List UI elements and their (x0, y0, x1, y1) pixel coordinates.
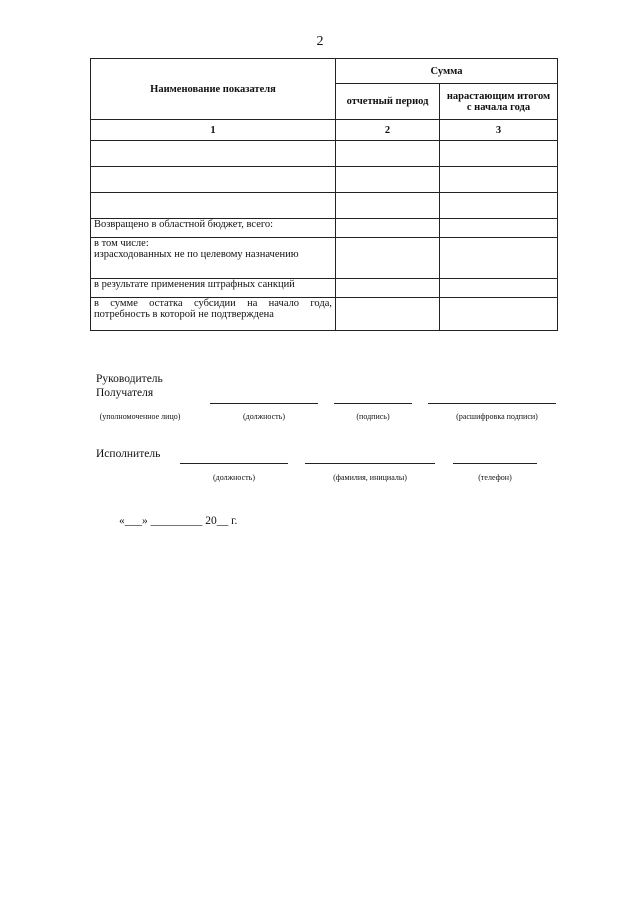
table-row (91, 167, 558, 193)
executor-position-line[interactable] (180, 463, 288, 464)
report-table (90, 58, 558, 331)
value-cell[interactable] (336, 279, 440, 298)
header-cumulative-line1: нарастающим итогом (446, 90, 551, 102)
date-line[interactable]: «___» _________ 20__ г. (119, 515, 238, 527)
caption-executor-position: (должность) (213, 473, 255, 482)
empty-cell[interactable] (91, 167, 336, 193)
value-cell[interactable] (440, 279, 558, 298)
head-decoding-line[interactable] (428, 403, 556, 404)
caption-executor-name: (фамилия, инициалы) (333, 473, 407, 482)
table-row (91, 279, 558, 298)
head-label-line2: Получателя (96, 387, 154, 399)
row-label-returned-total: Возвращено в областной бюджет, всего: (91, 219, 336, 238)
column-number-2: 2 (336, 120, 440, 141)
row-label-remainder-line1: в сумме остатка субсидии на начало года, (94, 298, 332, 309)
header-cumulative (440, 84, 558, 120)
executor-phone-line[interactable] (453, 463, 537, 464)
empty-cell[interactable] (336, 167, 440, 193)
value-cell[interactable] (336, 238, 440, 279)
header-indicator-name: Наименование показателя (91, 59, 336, 120)
caption-head-position: (должность) (243, 412, 285, 421)
table-row (91, 193, 558, 219)
value-cell[interactable] (336, 298, 440, 331)
column-number-1: 1 (91, 120, 336, 141)
value-cell[interactable] (440, 238, 558, 279)
row-label-penalties: в результате применения штрафных санкций (91, 279, 336, 298)
row-label-remainder-line2: потребность в которой не подтверждена (94, 309, 274, 320)
table-row (91, 219, 558, 238)
table-row (91, 298, 558, 331)
head-label-line1: Руководитель (96, 373, 163, 385)
empty-cell[interactable] (91, 141, 336, 167)
caption-authorized-person: (уполномоченное лицо) (99, 412, 181, 421)
page-number: 2 (316, 34, 324, 49)
caption-executor-phone: (телефон) (478, 473, 512, 482)
value-cell[interactable] (440, 219, 558, 238)
head-position-line[interactable] (210, 403, 318, 404)
empty-cell[interactable] (336, 193, 440, 219)
executor-name-line[interactable] (305, 463, 435, 464)
value-cell[interactable] (336, 219, 440, 238)
empty-cell[interactable] (440, 167, 558, 193)
header-reporting-period: отчетный период (336, 84, 440, 120)
row-label-remainder (91, 298, 336, 331)
table-row (91, 141, 558, 167)
header-sum: Сумма (336, 59, 558, 84)
caption-head-signature: (подпись) (356, 412, 390, 421)
row-label-including (91, 238, 336, 279)
caption-head-decoding: (расшифровка подписи) (456, 412, 538, 421)
column-number-3: 3 (440, 120, 558, 141)
row-label-including-line2: израсходованных не по целевому назначению (94, 249, 299, 260)
header-cumulative-line2: с начала года (466, 101, 531, 113)
empty-cell[interactable] (91, 193, 336, 219)
empty-cell[interactable] (440, 141, 558, 167)
head-signature-line[interactable] (334, 403, 412, 404)
executor-label: Исполнитель (96, 448, 161, 460)
empty-cell[interactable] (336, 141, 440, 167)
row-label-including-line1: в том числе: (94, 238, 149, 249)
value-cell[interactable] (440, 298, 558, 331)
empty-cell[interactable] (440, 193, 558, 219)
table-row (91, 238, 558, 279)
